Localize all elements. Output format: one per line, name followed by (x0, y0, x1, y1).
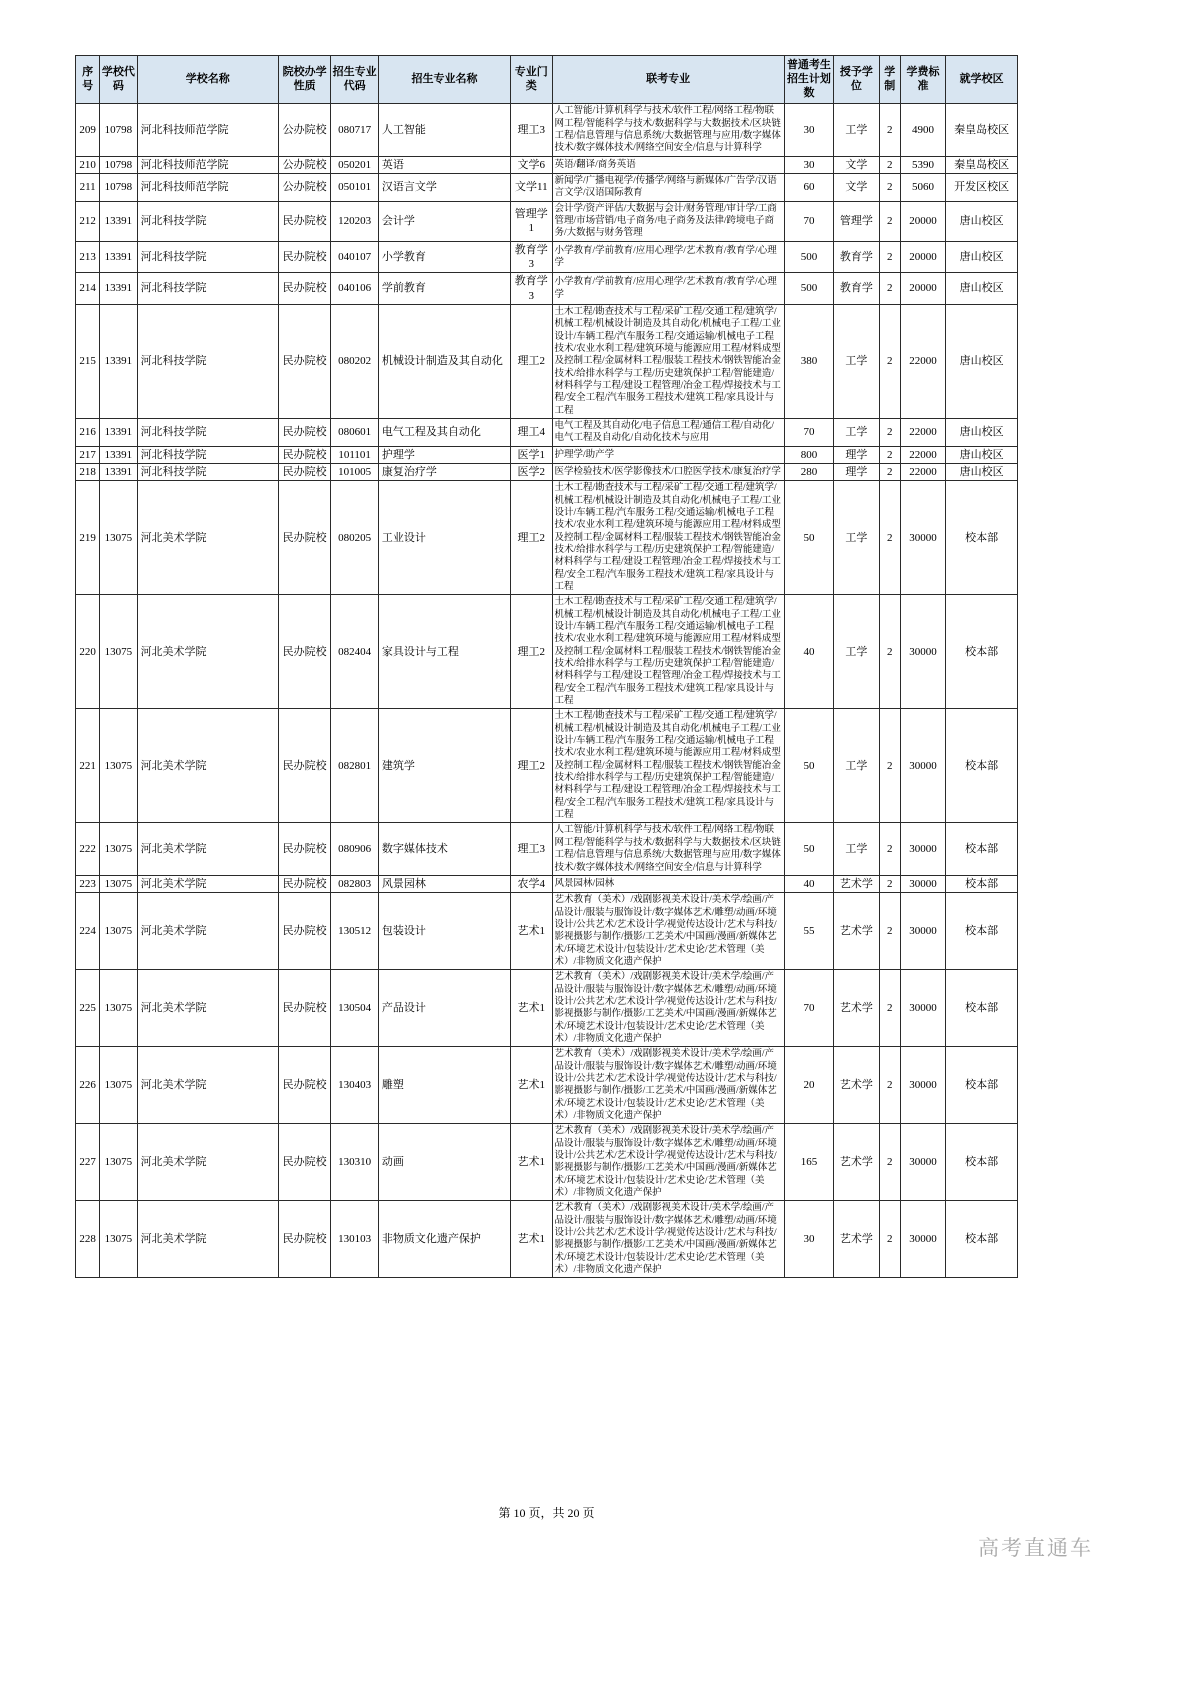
cell-degree: 艺术学 (834, 970, 879, 1047)
cell-major-category: 教育学3 (511, 273, 552, 305)
cell-plan-count: 500 (784, 273, 833, 305)
cell-degree: 管理学 (834, 201, 879, 241)
cell-joint-exam-majors: 小学教育/学前教育/应用心理学/艺术教育/教育学/心理学 (552, 241, 784, 273)
cell-major-name: 雕塑 (378, 1047, 510, 1124)
cell-plan-count: 50 (784, 709, 833, 823)
cell-school-type: 民办院校 (278, 446, 331, 463)
cell-major-code: 101101 (331, 446, 378, 463)
cell-major-code: 050201 (331, 156, 378, 173)
cell-school-code: 13075 (100, 893, 137, 970)
cell-major-name: 康复治疗学 (378, 463, 510, 480)
cell-duration: 2 (879, 1201, 900, 1278)
cell-school-name: 河北美术学院 (137, 709, 278, 823)
cell-school-name: 河北科技学院 (137, 241, 278, 273)
cell-campus: 唐山校区 (946, 201, 1018, 241)
cell-major-category: 理工4 (511, 418, 552, 446)
cell-major-category: 医学1 (511, 446, 552, 463)
cell-duration: 2 (879, 595, 900, 709)
cell-degree: 文学 (834, 156, 879, 173)
cell-tuition: 5390 (900, 156, 945, 173)
cell-campus: 秦皇岛校区 (946, 156, 1018, 173)
cell-joint-exam-majors: 人工智能/计算机科学与技术/软件工程/网络工程/物联网工程/智能科学与技术/数据科学与大数据技术/区块链工程/信息管理与信息系统/大数据管理与应用/数字媒体技术/数字媒体技术/网络空间安全/信息与计算科学 (552, 823, 784, 875)
cell-serial: 224 (76, 893, 100, 970)
watermark-logo: 高考直通车 (978, 1537, 1093, 1560)
cell-tuition: 30000 (900, 970, 945, 1047)
cell-duration: 2 (879, 463, 900, 480)
cell-joint-exam-majors: 土木工程/勘查技术与工程/采矿工程/交通工程/建筑学/机械工程/机械设计制造及其自动化/机械电子工程/工业设计/车辆工程/汽车服务工程/交通运输/机械电子工程技术/农业水利工程/建筑环境与能源应用工程/材料成型及控制工程/金属材料工程/服装工程技术/钢铁智能冶金技术/给排水科学与工程/历史建筑保护工程/智能建造/材料科学与工程/建设工程管理/冶金工程/焊接技术与工程/安全工程/汽车服务工程技术/建筑工程/家具设计与工程 (552, 595, 784, 709)
cell-duration: 2 (879, 273, 900, 305)
cell-joint-exam-majors: 风景园林/园林 (552, 875, 784, 892)
cell-school-code: 13391 (100, 418, 137, 446)
cell-major-name: 护理学 (378, 446, 510, 463)
table-row (76, 241, 1018, 273)
cell-major-category: 文学11 (511, 173, 552, 201)
cell-tuition: 30000 (900, 1124, 945, 1201)
cell-tuition: 30000 (900, 481, 945, 595)
cell-duration: 2 (879, 201, 900, 241)
cell-joint-exam-majors: 土木工程/勘查技术与工程/采矿工程/交通工程/建筑学/机械工程/机械设计制造及其自动化/机械电子工程/工业设计/车辆工程/汽车服务工程/交通运输/机械电子工程技术/农业水利工程/建筑环境与能源应用工程/材料成型及控制工程/金属材料工程/服装工程技术/钢铁智能冶金技术/给排水科学与工程/历史建筑保护工程/智能建造/材料科学与工程/建设工程管理/冶金工程/焊接技术与工程/安全工程/汽车服务工程技术/建筑工程/家具设计与工程 (552, 709, 784, 823)
cell-tuition: 22000 (900, 463, 945, 480)
cell-serial: 223 (76, 875, 100, 892)
cell-major-name: 包装设计 (378, 893, 510, 970)
page-number-footer: 第 10 页，共 20 页 (498, 1506, 595, 1520)
cell-school-type: 公办院校 (278, 104, 331, 156)
cell-degree: 艺术学 (834, 875, 879, 892)
table-row (76, 875, 1018, 892)
column-header-joint-exam-majors: 联考专业 (552, 56, 784, 104)
table-row (76, 446, 1018, 463)
cell-campus: 校本部 (946, 893, 1018, 970)
cell-serial: 209 (76, 104, 100, 156)
cell-major-code: 080906 (331, 823, 378, 875)
cell-serial: 227 (76, 1124, 100, 1201)
cell-school-code: 13075 (100, 1047, 137, 1124)
cell-school-code: 13075 (100, 1124, 137, 1201)
cell-campus: 秦皇岛校区 (946, 104, 1018, 156)
cell-major-category: 文学6 (511, 156, 552, 173)
cell-school-type: 民办院校 (278, 875, 331, 892)
cell-school-name: 河北美术学院 (137, 481, 278, 595)
cell-degree: 艺术学 (834, 1047, 879, 1124)
cell-school-code: 13075 (100, 709, 137, 823)
cell-plan-count: 40 (784, 595, 833, 709)
table-row (76, 709, 1018, 823)
cell-school-code: 10798 (100, 104, 137, 156)
cell-plan-count: 800 (784, 446, 833, 463)
cell-school-name: 河北科技学院 (137, 201, 278, 241)
cell-major-code: 040106 (331, 273, 378, 305)
cell-serial: 210 (76, 156, 100, 173)
column-header-major-code: 招生专业代码 (331, 56, 378, 104)
cell-major-code: 120203 (331, 201, 378, 241)
cell-major-name: 汉语言文学 (378, 173, 510, 201)
table-row (76, 273, 1018, 305)
cell-school-type: 公办院校 (278, 173, 331, 201)
cell-major-code: 130310 (331, 1124, 378, 1201)
cell-school-name: 河北科技学院 (137, 463, 278, 480)
cell-school-code: 13391 (100, 446, 137, 463)
cell-plan-count: 30 (784, 156, 833, 173)
cell-serial: 212 (76, 201, 100, 241)
column-header-tuition: 学费标准 (900, 56, 945, 104)
cell-plan-count: 60 (784, 173, 833, 201)
cell-degree: 教育学 (834, 273, 879, 305)
cell-plan-count: 280 (784, 463, 833, 480)
cell-major-code: 130103 (331, 1201, 378, 1278)
cell-major-name: 工业设计 (378, 481, 510, 595)
cell-serial: 215 (76, 304, 100, 418)
cell-campus: 校本部 (946, 1047, 1018, 1124)
cell-school-name: 河北美术学院 (137, 1201, 278, 1278)
cell-school-type: 民办院校 (278, 304, 331, 418)
table-body (76, 104, 1018, 1278)
cell-degree: 工学 (834, 823, 879, 875)
cell-major-name: 家具设计与工程 (378, 595, 510, 709)
cell-school-code: 13391 (100, 241, 137, 273)
cell-school-code: 13075 (100, 1201, 137, 1278)
table-row (76, 893, 1018, 970)
cell-plan-count: 380 (784, 304, 833, 418)
cell-major-category: 艺术1 (511, 1201, 552, 1278)
table-row (76, 481, 1018, 595)
cell-major-code: 080205 (331, 481, 378, 595)
cell-campus: 校本部 (946, 823, 1018, 875)
cell-major-category: 理工3 (511, 104, 552, 156)
cell-plan-count: 500 (784, 241, 833, 273)
cell-major-category: 农学4 (511, 875, 552, 892)
cell-serial: 220 (76, 595, 100, 709)
cell-major-name: 机械设计制造及其自动化 (378, 304, 510, 418)
cell-duration: 2 (879, 104, 900, 156)
cell-campus: 校本部 (946, 970, 1018, 1047)
table-row (76, 173, 1018, 201)
cell-major-name: 非物质文化遗产保护 (378, 1201, 510, 1278)
cell-major-category: 艺术1 (511, 1124, 552, 1201)
cell-campus: 校本部 (946, 481, 1018, 595)
cell-school-code: 13075 (100, 970, 137, 1047)
cell-duration: 2 (879, 481, 900, 595)
cell-duration: 2 (879, 418, 900, 446)
cell-major-name: 电气工程及其自动化 (378, 418, 510, 446)
cell-plan-count: 50 (784, 481, 833, 595)
cell-joint-exam-majors: 会计学/资产评估/大数据与会计/财务管理/审计学/工商管理/市场营销/电子商务/电子商务及法律/跨境电子商务/大数据与财务管理 (552, 201, 784, 241)
cell-degree: 文学 (834, 173, 879, 201)
cell-degree: 工学 (834, 104, 879, 156)
cell-degree: 教育学 (834, 241, 879, 273)
cell-duration: 2 (879, 970, 900, 1047)
cell-school-name: 河北美术学院 (137, 595, 278, 709)
cell-major-code: 101005 (331, 463, 378, 480)
cell-plan-count: 70 (784, 418, 833, 446)
cell-serial: 217 (76, 446, 100, 463)
cell-school-code: 10798 (100, 156, 137, 173)
cell-tuition: 5060 (900, 173, 945, 201)
cell-major-name: 产品设计 (378, 970, 510, 1047)
cell-school-type: 民办院校 (278, 1201, 331, 1278)
cell-duration: 2 (879, 446, 900, 463)
cell-joint-exam-majors: 电气工程及其自动化/电子信息工程/通信工程/自动化/电气工程及自动化/自动化技术与应用 (552, 418, 784, 446)
cell-serial: 213 (76, 241, 100, 273)
cell-major-code: 130403 (331, 1047, 378, 1124)
cell-major-category: 医学2 (511, 463, 552, 480)
cell-major-category: 教育学3 (511, 241, 552, 273)
cell-school-type: 民办院校 (278, 709, 331, 823)
cell-major-code: 080202 (331, 304, 378, 418)
cell-serial: 228 (76, 1201, 100, 1278)
cell-school-name: 河北美术学院 (137, 875, 278, 892)
cell-joint-exam-majors: 土木工程/勘查技术与工程/采矿工程/交通工程/建筑学/机械工程/机械设计制造及其自动化/机械电子工程/工业设计/车辆工程/汽车服务工程/交通运输/机械电子工程技术/农业水利工程/建筑环境与能源应用工程/材料成型及控制工程/金属材料工程/服装工程技术/钢铁智能冶金技术/给排水科学与工程/历史建筑保护工程/智能建造/材料科学与工程/建设工程管理/冶金工程/焊接技术与工程/安全工程/汽车服务工程技术/建筑工程/家具设计与工程 (552, 481, 784, 595)
cell-campus: 校本部 (946, 1201, 1018, 1278)
cell-joint-exam-majors: 小学教育/学前教育/应用心理学/艺术教育/教育学/心理学 (552, 273, 784, 305)
table-row (76, 970, 1018, 1047)
cell-tuition: 30000 (900, 595, 945, 709)
cell-tuition: 22000 (900, 446, 945, 463)
column-header-school-type: 院校办学性质 (278, 56, 331, 104)
cell-tuition: 20000 (900, 241, 945, 273)
cell-plan-count: 70 (784, 201, 833, 241)
admission-plan-table (75, 55, 1018, 1278)
cell-plan-count: 20 (784, 1047, 833, 1124)
table-row (76, 823, 1018, 875)
cell-school-type: 民办院校 (278, 201, 331, 241)
cell-joint-exam-majors: 人工智能/计算机科学与技术/软件工程/网络工程/物联网工程/智能科学与技术/数据科学与大数据技术/区块链工程/信息管理与信息系统/大数据管理与应用/数字媒体技术/数字媒体技术/网络空间安全/信息与计算科学 (552, 104, 784, 156)
cell-major-code: 130512 (331, 893, 378, 970)
cell-degree: 艺术学 (834, 1124, 879, 1201)
header-row (76, 56, 1018, 104)
cell-tuition: 20000 (900, 273, 945, 305)
cell-major-category: 理工2 (511, 709, 552, 823)
cell-serial: 219 (76, 481, 100, 595)
cell-school-type: 民办院校 (278, 970, 331, 1047)
cell-school-code: 13391 (100, 463, 137, 480)
cell-joint-exam-majors: 艺术教育（美术）/戏剧影视美术设计/美术学/绘画/产品设计/服装与服饰设计/数字媒体艺术/雕塑/动画/环境设计/公共艺术/艺术设计学/视觉传达设计/艺术与科技/影视摄影与制作/摄影/工艺美术/中国画/漫画/新媒体艺术/环境艺术设计/包装设计/艺术史论/艺术管理（美术）/非物质文化遗产保护 (552, 1201, 784, 1278)
cell-major-code: 040107 (331, 241, 378, 273)
cell-serial: 216 (76, 418, 100, 446)
cell-duration: 2 (879, 173, 900, 201)
cell-major-name: 会计学 (378, 201, 510, 241)
cell-degree: 工学 (834, 418, 879, 446)
column-header-plan-count: 普通考生招生计划数 (784, 56, 833, 104)
cell-school-code: 10798 (100, 173, 137, 201)
cell-joint-exam-majors: 艺术教育（美术）/戏剧影视美术设计/美术学/绘画/产品设计/服装与服饰设计/数字媒体艺术/雕塑/动画/环境设计/公共艺术/艺术设计学/视觉传达设计/艺术与科技/影视摄影与制作/摄影/工艺美术/中国画/漫画/新媒体艺术/环境艺术设计/包装设计/艺术史论/艺术管理（美术）/非物质文化遗产保护 (552, 1047, 784, 1124)
cell-school-code: 13391 (100, 304, 137, 418)
cell-school-name: 河北美术学院 (137, 823, 278, 875)
cell-school-name: 河北科技学院 (137, 304, 278, 418)
cell-duration: 2 (879, 709, 900, 823)
cell-campus: 唐山校区 (946, 241, 1018, 273)
cell-major-code: 080601 (331, 418, 378, 446)
table-row (76, 201, 1018, 241)
cell-school-name: 河北科技师范学院 (137, 104, 278, 156)
cell-tuition: 22000 (900, 418, 945, 446)
cell-serial: 225 (76, 970, 100, 1047)
cell-campus: 校本部 (946, 595, 1018, 709)
cell-major-name: 英语 (378, 156, 510, 173)
cell-plan-count: 165 (784, 1124, 833, 1201)
cell-school-name: 河北科技学院 (137, 446, 278, 463)
cell-joint-exam-majors: 医学检验技术/医学影像技术/口腔医学技术/康复治疗学 (552, 463, 784, 480)
cell-tuition: 30000 (900, 1201, 945, 1278)
cell-campus: 校本部 (946, 709, 1018, 823)
cell-school-type: 民办院校 (278, 241, 331, 273)
cell-tuition: 30000 (900, 709, 945, 823)
cell-joint-exam-majors: 英语/翻译/商务英语 (552, 156, 784, 173)
cell-serial: 214 (76, 273, 100, 305)
cell-school-type: 民办院校 (278, 418, 331, 446)
cell-school-type: 民办院校 (278, 273, 331, 305)
cell-campus: 唐山校区 (946, 446, 1018, 463)
cell-plan-count: 40 (784, 875, 833, 892)
cell-school-type: 民办院校 (278, 481, 331, 595)
cell-school-type: 民办院校 (278, 1124, 331, 1201)
cell-major-name: 风景园林 (378, 875, 510, 892)
table-row (76, 1201, 1018, 1278)
cell-major-name: 数字媒体技术 (378, 823, 510, 875)
column-header-major-category: 专业门类 (511, 56, 552, 104)
cell-school-type: 公办院校 (278, 156, 331, 173)
cell-school-name: 河北科技学院 (137, 273, 278, 305)
cell-school-name: 河北科技师范学院 (137, 173, 278, 201)
cell-degree: 艺术学 (834, 1201, 879, 1278)
cell-duration: 2 (879, 893, 900, 970)
cell-campus: 开发区校区 (946, 173, 1018, 201)
cell-major-name: 建筑学 (378, 709, 510, 823)
column-header-serial: 序号 (76, 56, 100, 104)
cell-joint-exam-majors: 护理学/助产学 (552, 446, 784, 463)
cell-major-name: 动画 (378, 1124, 510, 1201)
cell-school-name: 河北美术学院 (137, 1047, 278, 1124)
cell-serial: 222 (76, 823, 100, 875)
cell-major-code: 082404 (331, 595, 378, 709)
cell-campus: 唐山校区 (946, 304, 1018, 418)
cell-tuition: 20000 (900, 201, 945, 241)
cell-duration: 2 (879, 1047, 900, 1124)
table-row (76, 418, 1018, 446)
cell-major-category: 理工2 (511, 481, 552, 595)
cell-school-name: 河北科技学院 (137, 418, 278, 446)
cell-serial: 211 (76, 173, 100, 201)
cell-school-code: 13075 (100, 481, 137, 595)
cell-joint-exam-majors: 艺术教育（美术）/戏剧影视美术设计/美术学/绘画/产品设计/服装与服饰设计/数字媒体艺术/雕塑/动画/环境设计/公共艺术/艺术设计学/视觉传达设计/艺术与科技/影视摄影与制作/摄影/工艺美术/中国画/漫画/新媒体艺术/环境艺术设计/包装设计/艺术史论/艺术管理（美术）/非物质文化遗产保护 (552, 970, 784, 1047)
table-row (76, 595, 1018, 709)
cell-joint-exam-majors: 土木工程/勘查技术与工程/采矿工程/交通工程/建筑学/机械工程/机械设计制造及其自动化/机械电子工程/工业设计/车辆工程/汽车服务工程/交通运输/机械电子工程技术/农业水利工程/建筑环境与能源应用工程/材料成型及控制工程/金属材料工程/服装工程技术/钢铁智能冶金技术/给排水科学与工程/历史建筑保护工程/智能建造/材料科学与工程/建设工程管理/冶金工程/焊接技术与工程/安全工程/汽车服务工程技术/建筑工程/家具设计与工程 (552, 304, 784, 418)
cell-major-category: 艺术1 (511, 893, 552, 970)
cell-major-code: 050101 (331, 173, 378, 201)
cell-tuition: 30000 (900, 823, 945, 875)
cell-plan-count: 70 (784, 970, 833, 1047)
cell-plan-count: 30 (784, 1201, 833, 1278)
cell-school-name: 河北美术学院 (137, 1124, 278, 1201)
cell-degree: 工学 (834, 595, 879, 709)
cell-school-type: 民办院校 (278, 1047, 331, 1124)
cell-duration: 2 (879, 1124, 900, 1201)
table-row (76, 304, 1018, 418)
cell-major-code: 080717 (331, 104, 378, 156)
cell-joint-exam-majors: 艺术教育（美术）/戏剧影视美术设计/美术学/绘画/产品设计/服装与服饰设计/数字媒体艺术/雕塑/动画/环境设计/公共艺术/艺术设计学/视觉传达设计/艺术与科技/影视摄影与制作/摄影/工艺美术/中国画/漫画/新媒体艺术/环境艺术设计/包装设计/艺术史论/艺术管理（美术）/非物质文化遗产保护 (552, 893, 784, 970)
cell-major-category: 理工3 (511, 823, 552, 875)
cell-major-code: 082803 (331, 875, 378, 892)
cell-tuition: 22000 (900, 304, 945, 418)
cell-tuition: 4900 (900, 104, 945, 156)
cell-campus: 校本部 (946, 1124, 1018, 1201)
cell-school-type: 民办院校 (278, 595, 331, 709)
cell-school-type: 民办院校 (278, 463, 331, 480)
table-row (76, 156, 1018, 173)
cell-school-type: 民办院校 (278, 823, 331, 875)
cell-major-category: 理工2 (511, 304, 552, 418)
cell-school-code: 13075 (100, 823, 137, 875)
cell-tuition: 30000 (900, 1047, 945, 1124)
cell-degree: 艺术学 (834, 893, 879, 970)
column-header-school-code: 学校代码 (100, 56, 137, 104)
cell-school-name: 河北美术学院 (137, 893, 278, 970)
column-header-school-name: 学校名称 (137, 56, 278, 104)
cell-duration: 2 (879, 823, 900, 875)
cell-tuition: 30000 (900, 875, 945, 892)
cell-duration: 2 (879, 156, 900, 173)
cell-major-name: 小学教育 (378, 241, 510, 273)
cell-degree: 工学 (834, 481, 879, 595)
cell-major-name: 人工智能 (378, 104, 510, 156)
column-header-campus: 就学校区 (946, 56, 1018, 104)
cell-school-code: 13075 (100, 875, 137, 892)
table-row (76, 463, 1018, 480)
column-header-degree: 授予学位 (834, 56, 879, 104)
cell-major-name: 学前教育 (378, 273, 510, 305)
cell-degree: 理学 (834, 446, 879, 463)
cell-tuition: 30000 (900, 893, 945, 970)
cell-campus: 唐山校区 (946, 463, 1018, 480)
cell-plan-count: 30 (784, 104, 833, 156)
cell-major-category: 管理学1 (511, 201, 552, 241)
cell-campus: 校本部 (946, 875, 1018, 892)
cell-degree: 工学 (834, 304, 879, 418)
cell-duration: 2 (879, 304, 900, 418)
cell-school-name: 河北科技师范学院 (137, 156, 278, 173)
cell-plan-count: 55 (784, 893, 833, 970)
cell-major-category: 艺术1 (511, 1047, 552, 1124)
cell-joint-exam-majors: 新闻学/广播电视学/传播学/网络与新媒体/广告学/汉语言文学/汉语国际教育 (552, 173, 784, 201)
table-row (76, 1124, 1018, 1201)
cell-campus: 唐山校区 (946, 418, 1018, 446)
table-row (76, 104, 1018, 156)
table-row (76, 1047, 1018, 1124)
column-header-duration: 学制 (879, 56, 900, 104)
cell-plan-count: 50 (784, 823, 833, 875)
cell-degree: 理学 (834, 463, 879, 480)
cell-school-code: 13075 (100, 595, 137, 709)
cell-major-code: 130504 (331, 970, 378, 1047)
cell-school-name: 河北美术学院 (137, 970, 278, 1047)
cell-major-code: 082801 (331, 709, 378, 823)
cell-school-code: 13391 (100, 273, 137, 305)
cell-serial: 221 (76, 709, 100, 823)
cell-duration: 2 (879, 875, 900, 892)
cell-major-category: 理工2 (511, 595, 552, 709)
cell-degree: 工学 (834, 709, 879, 823)
cell-campus: 唐山校区 (946, 273, 1018, 305)
cell-serial: 226 (76, 1047, 100, 1124)
cell-school-type: 民办院校 (278, 893, 331, 970)
cell-serial: 218 (76, 463, 100, 480)
cell-school-code: 13391 (100, 201, 137, 241)
cell-joint-exam-majors: 艺术教育（美术）/戏剧影视美术设计/美术学/绘画/产品设计/服装与服饰设计/数字媒体艺术/雕塑/动画/环境设计/公共艺术/艺术设计学/视觉传达设计/艺术与科技/影视摄影与制作/摄影/工艺美术/中国画/漫画/新媒体艺术/环境艺术设计/包装设计/艺术史论/艺术管理（美术）/非物质文化遗产保护 (552, 1124, 784, 1201)
cell-major-category: 艺术1 (511, 970, 552, 1047)
cell-duration: 2 (879, 241, 900, 273)
column-header-major-name: 招生专业名称 (378, 56, 510, 104)
